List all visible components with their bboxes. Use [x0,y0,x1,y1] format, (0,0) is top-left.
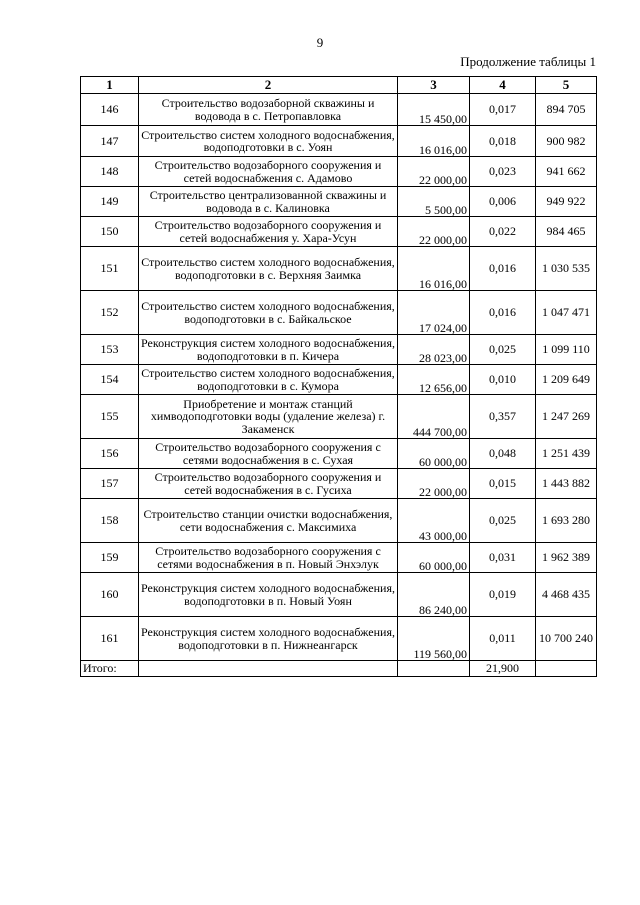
row-share: 0,017 [470,94,536,126]
row-share: 0,023 [470,157,536,187]
row-number: 153 [81,335,139,365]
total-row [81,661,597,677]
row-share: 0,006 [470,187,536,217]
table-row [81,439,597,469]
row-cumulative: 1 209 649 [536,365,597,395]
row-number: 155 [81,395,139,439]
total-empty-col-5 [536,661,597,677]
row-project-name: Реконструкция систем холодного водоснабжения, водоподготовки в п. Нижнеангарск [139,617,398,661]
row-number: 152 [81,291,139,335]
row-share: 0,011 [470,617,536,661]
table-row [81,335,597,365]
row-cost: 12 656,00 [398,365,470,395]
row-cost: 28 023,00 [398,335,470,365]
total-empty-col-2 [139,661,398,677]
page-number: 9 [316,35,324,50]
row-cost: 60 000,00 [398,439,470,469]
row-cost: 22 000,00 [398,469,470,499]
table-row [81,187,597,217]
row-number: 157 [81,469,139,499]
row-project-name: Строительство систем холодного водоснабжения, водоподготовки в с. Байкальское [139,291,398,335]
row-cumulative: 10 700 240 [536,617,597,661]
row-cumulative: 1 443 882 [536,469,597,499]
row-share: 0,022 [470,217,536,247]
row-cumulative: 1 251 439 [536,439,597,469]
header-col-3: 3 [398,77,470,94]
row-share: 0,025 [470,335,536,365]
row-project-name: Реконструкция систем холодного водоснабжения, водоподготовки в п. Кичера [139,335,398,365]
row-cumulative: 1 047 471 [536,291,597,335]
row-number: 161 [81,617,139,661]
header-col-5: 5 [536,77,597,94]
table-row [81,395,597,439]
header-row [81,77,597,94]
row-cost: 22 000,00 [398,217,470,247]
table-row [81,573,597,617]
table-row [81,365,597,395]
row-project-name: Реконструкция систем холодного водоснабжения, водоподготовки в п. Новый Уоян [139,573,398,617]
table-row [81,291,597,335]
row-cost: 15 450,00 [398,94,470,126]
table-row [81,469,597,499]
row-share: 0,019 [470,573,536,617]
row-number: 159 [81,543,139,573]
table-row [81,617,597,661]
row-share: 0,031 [470,543,536,573]
row-project-name: Строительство водозаборного сооружения и сетей водоснабжения с. Адамово [139,157,398,187]
row-number: 146 [81,94,139,126]
table-row [81,157,597,187]
projects-table [80,76,597,677]
header-col-4: 4 [470,77,536,94]
table-continuation-caption: Продолжение таблицы 1 [460,54,596,69]
row-share: 0,357 [470,395,536,439]
row-cost: 119 560,00 [398,617,470,661]
row-share: 0,018 [470,126,536,157]
row-number: 154 [81,365,139,395]
row-project-name: Строительство водозаборного сооружения с сетями водоснабжения в с. Сухая [139,439,398,469]
row-cumulative: 900 982 [536,126,597,157]
row-number: 160 [81,573,139,617]
table-row [81,499,597,543]
row-project-name: Строительство водозаборной скважины и водовода в с. Петропавловка [139,94,398,126]
row-cost: 60 000,00 [398,543,470,573]
row-cost: 16 016,00 [398,126,470,157]
row-cumulative: 894 705 [536,94,597,126]
row-number: 158 [81,499,139,543]
row-cumulative: 949 922 [536,187,597,217]
row-cumulative: 1 693 280 [536,499,597,543]
row-cost: 444 700,00 [398,395,470,439]
row-cumulative: 4 468 435 [536,573,597,617]
row-number: 151 [81,247,139,291]
table-row [81,247,597,291]
row-project-name: Строительство систем холодного водоснабжения, водоподготовки в с. Уоян [139,126,398,157]
row-project-name: Строительство систем холодного водоснабжения, водоподготовки в с. Верхняя Заимка [139,247,398,291]
row-number: 156 [81,439,139,469]
row-share: 0,016 [470,247,536,291]
row-cost: 86 240,00 [398,573,470,617]
row-number: 148 [81,157,139,187]
row-cumulative: 1 962 389 [536,543,597,573]
row-cost: 17 024,00 [398,291,470,335]
row-project-name: Строительство водозаборного сооружения с сетями водоснабжения в п. Новый Энхэлук [139,543,398,573]
row-cumulative: 1 247 269 [536,395,597,439]
row-cost: 22 000,00 [398,157,470,187]
row-cumulative: 1 030 535 [536,247,597,291]
table-row [81,217,597,247]
row-project-name: Строительство водозаборного сооружения и сетей водоснабжения в с. Гусиха [139,469,398,499]
row-project-name: Строительство систем холодного водоснабжения, водоподготовки в с. Кумора [139,365,398,395]
header-col-2: 2 [139,77,398,94]
row-share: 0,025 [470,499,536,543]
table-row [81,126,597,157]
row-cost: 43 000,00 [398,499,470,543]
total-share: 21,900 [470,661,536,677]
row-share: 0,010 [470,365,536,395]
row-number: 147 [81,126,139,157]
row-cumulative: 941 662 [536,157,597,187]
row-number: 150 [81,217,139,247]
row-project-name: Строительство водозаборного сооружения и сетей водоснабжения у. Хара-Усун [139,217,398,247]
row-share: 0,015 [470,469,536,499]
total-empty-col-3 [398,661,470,677]
row-cost: 5 500,00 [398,187,470,217]
row-share: 0,048 [470,439,536,469]
row-number: 149 [81,187,139,217]
row-project-name: Приобретение и монтаж станций химводоподготовки воды (удаление железа) г. Закаменск [139,395,398,439]
row-cumulative: 1 099 110 [536,335,597,365]
row-cost: 16 016,00 [398,247,470,291]
table-row [81,94,597,126]
row-project-name: Строительство станции очистки водоснабжения, сети водоснабжения с. Максимиха [139,499,398,543]
row-cumulative: 984 465 [536,217,597,247]
row-project-name: Строительство централизованной скважины и водовода в с. Калиновка [139,187,398,217]
total-label: Итого: [81,661,139,677]
header-col-1: 1 [81,77,139,94]
row-share: 0,016 [470,291,536,335]
table-row [81,543,597,573]
